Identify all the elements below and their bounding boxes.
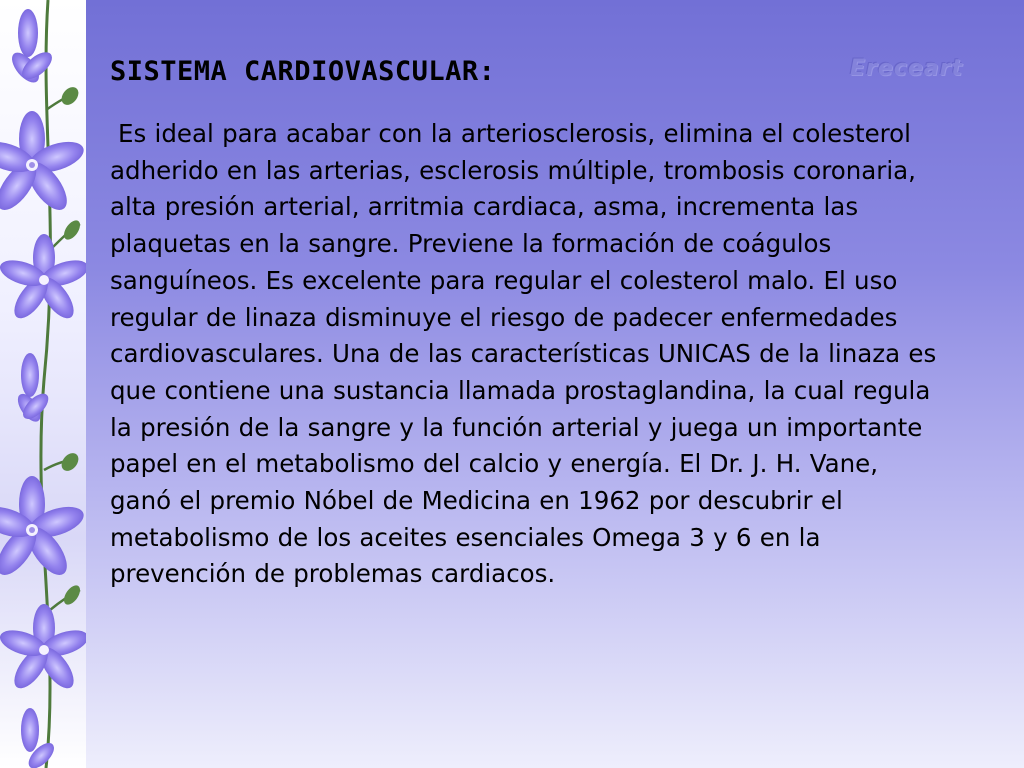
slide-body-text: Es ideal para acabar con la arteriosclerosis, elimina el colesterol adherido en las arterias, esclerosis múltiple, trombosis coronaria, alta presión arterial, arritmia cardiaca, asma, incrementa las plaquetas en la sangre. Previene la formación de coágulos sanguíneos. Es excelente para regular el colesterol malo. El uso regular de linaza disminuye el riesgo de padecer enfermedades cardiovasculares. Una de las características UNICAS de la linaza es que contiene una sustancia llamada prostaglandina, la cual regula la presión de la sangre y la función arterial y juega un importante papel en el metabolismo del calcio y energía. El Dr. J. H. Vane, ganó el premio Nóbel de Medicina en 1962 por descubrir el metabolismo de los aceites esenciales Omega 3 y 6 en la prevención de problemas cardiacos. (110, 119, 937, 589)
flower-border (0, 0, 86, 768)
slide-title: SISTEMA CARDIOVASCULAR: (110, 56, 496, 87)
watermark-text: Ereceart (850, 56, 963, 81)
flax-flower-icon (0, 0, 86, 768)
